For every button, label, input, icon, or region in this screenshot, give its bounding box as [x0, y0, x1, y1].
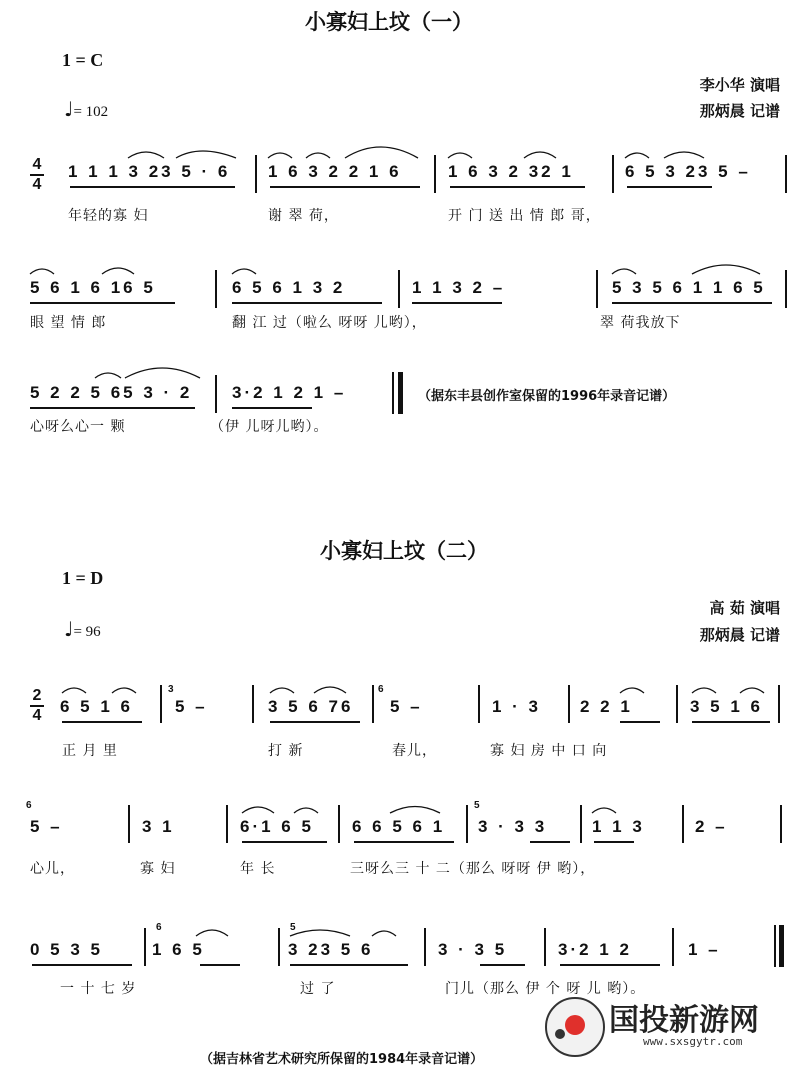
time-top: 2 — [32, 687, 42, 704]
song2-source-note: （据吉林省艺术研究所保留的1984年录音记谱） — [200, 1052, 484, 1067]
song2-line3-lyrics1: 一 十 七 岁 — [60, 981, 137, 997]
song1-tempo-value: = 102 — [73, 104, 109, 120]
song1-line2-m2: 6 5 6 1 3 2 — [232, 278, 346, 297]
song2-line3-lyrics3: 门儿（那么 伊 个 呀 儿 哟）。 — [445, 981, 646, 997]
song2-line2-m6: 1 1 3 — [592, 817, 645, 836]
song2-line3-m3: 3 23 5 6 — [288, 940, 374, 959]
song1-line2-lyrics2: 翻 江 过（啦么 呀呀 儿哟）， — [232, 315, 427, 331]
song1-line3-lyrics2: （伊 儿呀儿哟）。 — [210, 419, 329, 435]
song2-line3-lyrics2: 过 了 — [300, 981, 336, 997]
song1-line3-m1: 5 2 2 5 65 3 · 2 — [30, 383, 193, 402]
song2-line1-m1: 6 5 1 6 — [60, 697, 133, 716]
song1-line2-lyrics3: 翠 荷我放下 — [600, 315, 681, 331]
song1-source-note: （据东丰县创作室保留的1996年录音记谱） — [418, 389, 676, 404]
song1-line3-m2: 3·2 1 2 1 – — [232, 383, 347, 402]
song1-key: 1 = C — [62, 50, 104, 70]
song2-line3-m2: 1 6 5 — [152, 940, 205, 959]
song2-line2-m3: 6·1 6 5 — [240, 817, 314, 836]
song2-line2-lyrics2: 寡 妇 — [140, 861, 176, 877]
time-bottom: 4 — [32, 707, 42, 724]
song2-line2-lyrics3: 年 长 — [240, 861, 276, 877]
watermark-logo-icon — [545, 997, 605, 1057]
song2-line2-m5: 3 · 3 3 — [478, 817, 548, 836]
song2-line1-m3: 3 5 6 76 — [268, 697, 354, 716]
song1-line1-lyrics3: 开 门 送 出 情 郎 哥， — [448, 208, 601, 224]
quarter-note-icon: ♩ — [64, 97, 74, 121]
song1-line1-m3: 1 6 3 2 32 1 — [448, 162, 574, 181]
quarter-note-icon: ♩ — [64, 617, 74, 641]
song2-title: 小寡妇上坟（二） — [320, 539, 488, 563]
song2-line3-m5: 3·2 1 2 — [558, 940, 632, 959]
site-watermark — [545, 993, 795, 1063]
song2-line2-m1: 5 – — [30, 817, 63, 836]
time-top: 4 — [32, 156, 42, 173]
song1-transcriber: 那炳晨 记谱 — [699, 102, 780, 120]
song2-line1-lyrics2: 打 新 — [268, 743, 304, 759]
song1-line1-m2: 1 6 3 2 2 1 6 — [268, 162, 402, 181]
song2-line1-m5: 1 · 3 — [492, 697, 542, 716]
song1-line1-lyrics1: 年轻的寡 妇 — [68, 208, 149, 224]
song2-line1-lyrics4: 寡 妇 房 中 口 向 — [490, 743, 608, 759]
song2-line1-lyrics1: 正 月 里 — [62, 743, 118, 759]
song2-line1-m7: 3 5 1 6 — [690, 697, 763, 716]
watermark-url: www.sxsgytr.com — [643, 1035, 743, 1048]
song2-line2-lyrics1: 心儿， — [30, 861, 75, 877]
song1-line2-m1: 5 6 1 6 16 5 — [30, 278, 156, 297]
song2-singer: 高 茹 演唱 — [709, 599, 780, 617]
time-bottom: 4 — [32, 176, 42, 193]
song2-line1-m4: 5 – — [390, 697, 423, 716]
song1-line2-m4: 5 3 5 6 1 1 6 5 — [612, 278, 766, 297]
song1-line2-lyrics1: 眼 望 情 郎 — [30, 315, 107, 331]
song2-line1-m6: 2 2 1 — [580, 697, 633, 716]
song1-line2-m3: 1 1 3 2 – — [412, 278, 506, 297]
song2-key: 1 = D — [62, 568, 104, 588]
song1-line3-lyrics1: 心呀么心一 颗 — [30, 419, 126, 435]
song2-line2-m2: 3 1 — [142, 817, 175, 836]
song2-line1-lyrics3: 春儿， — [392, 743, 437, 759]
song1-title: 小寡妇上坟（一） — [305, 10, 473, 34]
song2-tempo-value: = 96 — [73, 624, 101, 640]
song2-line3-m6: 1 – — [688, 940, 721, 959]
song1-line1-m1: 1 1 1 3 23 5 · 6 — [68, 162, 231, 181]
song1-line1-m4: 6 5 3 23 5 – — [625, 162, 751, 181]
song1-line1-lyrics2: 谢 翠 荷， — [268, 208, 339, 224]
song1-singer: 李小华 演唱 — [699, 76, 780, 94]
watermark-text: 国投新游网 — [609, 1003, 759, 1038]
song2-line2-m4: 6 6 5 6 1 — [352, 817, 446, 836]
song2-line2-m7: 2 – — [695, 817, 728, 836]
song2-line3-m1: 0 5 3 5 — [30, 940, 103, 959]
song2-line2-lyrics4: 三呀么三 十 二（那么 呀呀 伊 哟）， — [350, 861, 596, 877]
song2-line3-m4: 3 · 3 5 — [438, 940, 508, 959]
song2-transcriber: 那炳晨 记谱 — [699, 626, 780, 644]
song2-line1-m2: 5 – — [175, 697, 208, 716]
